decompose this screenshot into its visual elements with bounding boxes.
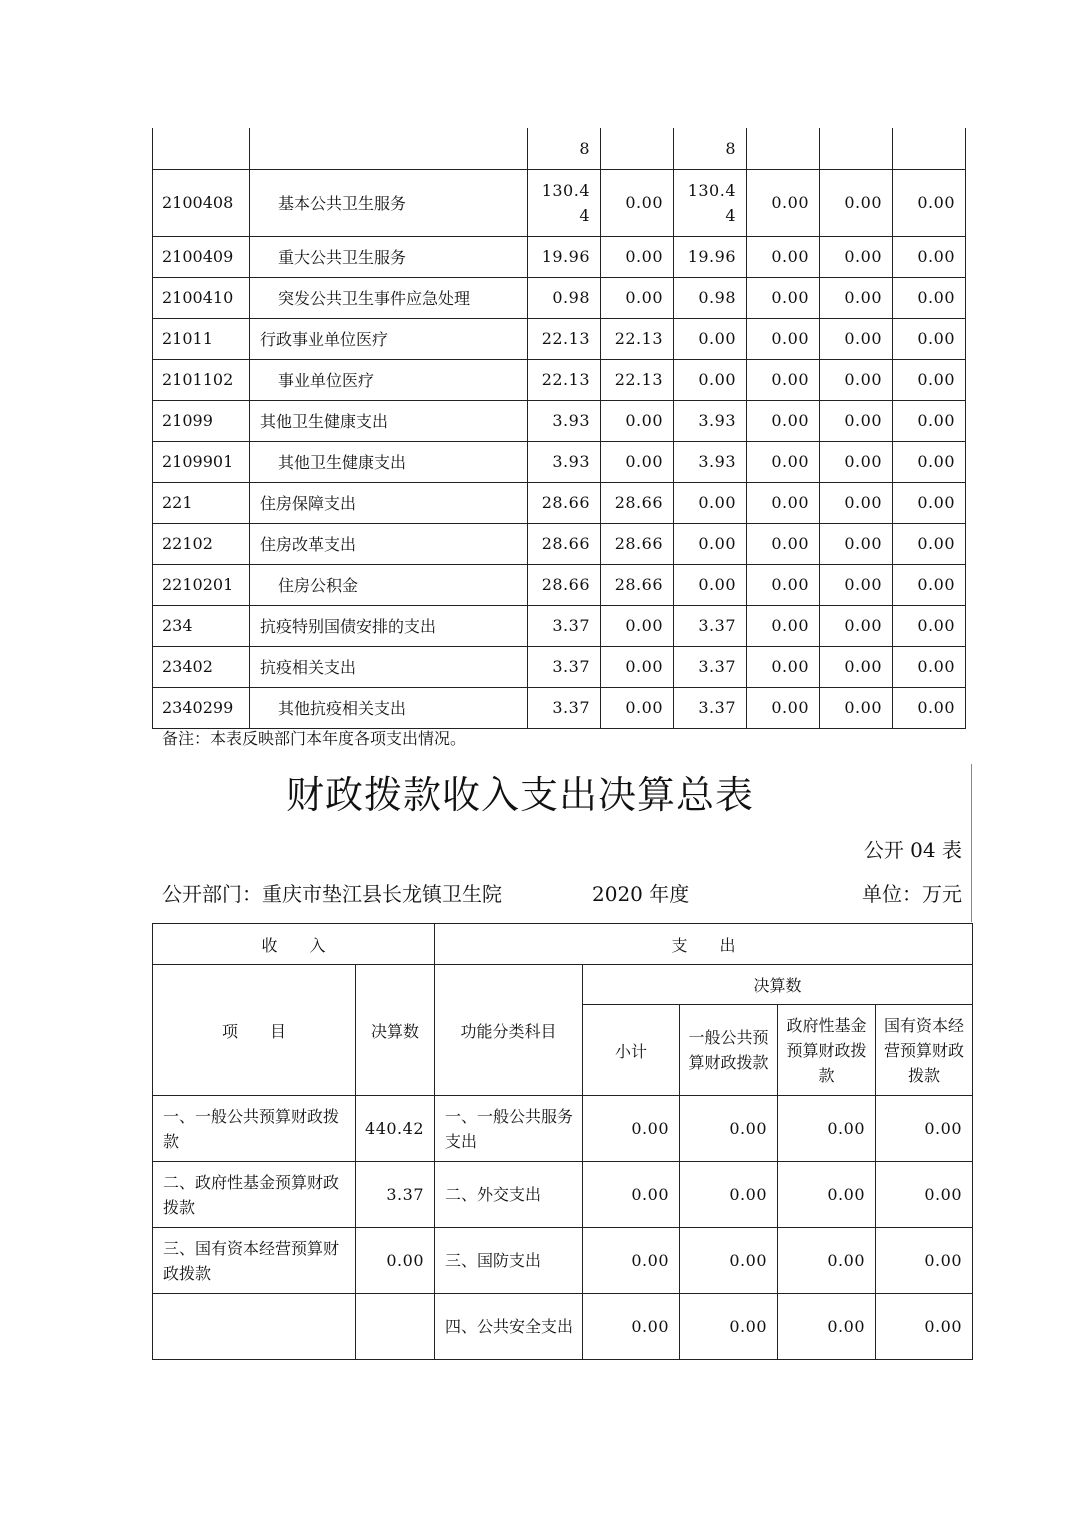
c6-cell: 0.00 <box>893 646 966 687</box>
code-cell: 234 <box>153 605 250 646</box>
c6-cell: 0.00 <box>893 564 966 605</box>
code-cell: 2109901 <box>153 441 250 482</box>
c5-cell: 0.00 <box>820 523 893 564</box>
basic-cell: 28.66 <box>601 482 674 523</box>
c4-cell: 0.00 <box>747 523 820 564</box>
general-budget-cell: 0.00 <box>680 1096 778 1162</box>
c4-cell: 0.00 <box>747 646 820 687</box>
c5-cell: 0.00 <box>820 236 893 277</box>
code-cell: 2210201 <box>153 564 250 605</box>
c4-cell: 0.00 <box>747 359 820 400</box>
name-cell: 住房保障支出 <box>250 482 528 523</box>
c4-cell: 0.00 <box>747 441 820 482</box>
project-cell: 3.93 <box>674 400 747 441</box>
project-cell: 3.37 <box>674 605 747 646</box>
general-budget-header: 一般公共预算财政拨款 <box>680 1005 778 1096</box>
total-cell: 3.37 <box>528 646 601 687</box>
c6-cell: 0.00 <box>893 687 966 728</box>
amount-header: 决算数 <box>356 965 435 1096</box>
page-title: 财政拨款收入支出决算总表 <box>285 773 754 817</box>
c4-cell: 0.00 <box>747 564 820 605</box>
fiscal-summary-table <box>152 923 973 1360</box>
c5-cell: 0.00 <box>820 441 893 482</box>
basic-cell: 0.00 <box>601 687 674 728</box>
name-cell: 事业单位医疗 <box>250 359 528 400</box>
name-cell: 其他卫生健康支出 <box>250 441 528 482</box>
table-row <box>153 1228 973 1294</box>
name-cell: 行政事业单位医疗 <box>250 318 528 359</box>
table-row <box>153 169 966 236</box>
year-label: 2020 年度 <box>592 882 690 906</box>
c4-cell: 0.00 <box>747 687 820 728</box>
state-capital-cell: 0.00 <box>876 1096 973 1162</box>
c5-cell: 0.00 <box>820 646 893 687</box>
total-cell: 19.96 <box>528 236 601 277</box>
code-cell: 2340299 <box>153 687 250 728</box>
project-cell: 8 <box>674 128 747 169</box>
basic-cell: 22.13 <box>601 359 674 400</box>
total-cell: 3.93 <box>528 400 601 441</box>
c5-cell: 0.00 <box>820 564 893 605</box>
project-cell: 0.00 <box>674 318 747 359</box>
code-cell <box>153 128 250 169</box>
func-class-header: 功能分类科目 <box>435 965 583 1096</box>
basic-cell: 0.00 <box>601 605 674 646</box>
project-cell: 0.00 <box>674 523 747 564</box>
c5-cell <box>820 128 893 169</box>
name-cell: 抗疫特别国债安排的支出 <box>250 605 528 646</box>
state-capital-header: 国有资本经营预算财政拨款 <box>876 1005 973 1096</box>
state-capital-cell: 0.00 <box>876 1294 973 1360</box>
table-row <box>153 277 966 318</box>
gov-fund-header: 政府性基金预算财政拨款 <box>778 1005 876 1096</box>
subtotal-cell: 0.00 <box>583 1228 680 1294</box>
item-header: 项 目 <box>153 965 356 1096</box>
basic-cell <box>601 128 674 169</box>
basic-cell: 0.00 <box>601 277 674 318</box>
name-cell: 其他抗疫相关支出 <box>250 687 528 728</box>
code-cell: 2100410 <box>153 277 250 318</box>
name-cell: 其他卫生健康支出 <box>250 400 528 441</box>
table-row <box>153 236 966 277</box>
c6-cell: 0.00 <box>893 359 966 400</box>
header-row-2 <box>153 965 973 1005</box>
c4-cell: 0.00 <box>747 318 820 359</box>
basic-cell: 0.00 <box>601 646 674 687</box>
table-row <box>153 441 966 482</box>
c5-cell: 0.00 <box>820 687 893 728</box>
basic-cell: 28.66 <box>601 523 674 564</box>
table-row <box>153 687 966 728</box>
income-header: 收 入 <box>153 924 435 965</box>
c6-cell: 0.00 <box>893 318 966 359</box>
table-row <box>153 359 966 400</box>
basic-cell: 0.00 <box>601 236 674 277</box>
table-row <box>153 605 966 646</box>
gov-fund-cell: 0.00 <box>778 1228 876 1294</box>
c6-cell: 0.00 <box>893 523 966 564</box>
unit-label: 单位：万元 <box>862 882 962 906</box>
basic-cell: 28.66 <box>601 564 674 605</box>
general-budget-cell: 0.00 <box>680 1294 778 1360</box>
table-row <box>153 523 966 564</box>
total-cell: 3.37 <box>528 687 601 728</box>
c4-cell: 0.00 <box>747 605 820 646</box>
table-row <box>153 1096 973 1162</box>
subtotal-header: 小计 <box>583 1005 680 1096</box>
c6-cell: 0.00 <box>893 236 966 277</box>
subtotal-cell: 0.00 <box>583 1294 680 1360</box>
fiscal-rows <box>153 1096 973 1360</box>
table-row <box>153 318 966 359</box>
name-cell <box>250 128 528 169</box>
expense-header: 支 出 <box>435 924 973 965</box>
basic-cell: 0.00 <box>601 169 674 236</box>
table-number: 公开 04 表 <box>863 838 962 862</box>
total-cell: 0.98 <box>528 277 601 318</box>
project-cell: 3.37 <box>674 646 747 687</box>
table-row <box>153 564 966 605</box>
total-cell: 22.13 <box>528 359 601 400</box>
project-cell: 0.00 <box>674 482 747 523</box>
code-cell: 221 <box>153 482 250 523</box>
table-row <box>153 482 966 523</box>
table-row <box>153 1294 973 1360</box>
general-budget-cell: 0.00 <box>680 1162 778 1228</box>
subtotal-cell: 0.00 <box>583 1096 680 1162</box>
name-cell: 住房公积金 <box>250 564 528 605</box>
c5-cell: 0.00 <box>820 400 893 441</box>
table-row <box>153 1162 973 1228</box>
name-cell: 住房改革支出 <box>250 523 528 564</box>
c5-cell: 0.00 <box>820 359 893 400</box>
c6-cell: 0.00 <box>893 605 966 646</box>
income-amount-cell: 440.42 <box>356 1096 435 1162</box>
project-cell: 0.00 <box>674 564 747 605</box>
func-class-cell: 二、外交支出 <box>435 1162 583 1228</box>
code-cell: 21011 <box>153 318 250 359</box>
income-item-cell: 一、一般公共预算财政拨款 <box>153 1096 356 1162</box>
func-class-cell: 三、国防支出 <box>435 1228 583 1294</box>
c4-cell <box>747 128 820 169</box>
income-item-cell <box>153 1294 356 1360</box>
total-cell: 8 <box>528 128 601 169</box>
c6-cell: 0.00 <box>893 277 966 318</box>
total-cell: 130.44 <box>528 169 601 236</box>
subtotal-cell: 0.00 <box>583 1162 680 1228</box>
header-row-1 <box>153 924 973 965</box>
code-cell: 21099 <box>153 400 250 441</box>
code-cell: 2100409 <box>153 236 250 277</box>
general-budget-cell: 0.00 <box>680 1228 778 1294</box>
func-class-cell: 一、一般公共服务支出 <box>435 1096 583 1162</box>
total-cell: 28.66 <box>528 523 601 564</box>
c6-cell: 0.00 <box>893 441 966 482</box>
state-capital-cell: 0.00 <box>876 1228 973 1294</box>
c4-cell: 0.00 <box>747 169 820 236</box>
c6-cell: 0.00 <box>893 482 966 523</box>
c5-cell: 0.00 <box>820 318 893 359</box>
name-cell: 重大公共卫生服务 <box>250 236 528 277</box>
table-row <box>153 646 966 687</box>
income-item-cell: 三、国有资本经营预算财政拨款 <box>153 1228 356 1294</box>
total-cell: 28.66 <box>528 482 601 523</box>
project-cell: 19.96 <box>674 236 747 277</box>
c6-cell: 0.00 <box>893 400 966 441</box>
basic-cell: 22.13 <box>601 318 674 359</box>
project-cell: 0.98 <box>674 277 747 318</box>
c6-cell: 0.00 <box>893 169 966 236</box>
name-cell: 突发公共卫生事件应急处理 <box>250 277 528 318</box>
income-amount-cell: 3.37 <box>356 1162 435 1228</box>
c4-cell: 0.00 <box>747 277 820 318</box>
total-cell: 28.66 <box>528 564 601 605</box>
table-row-continued <box>153 128 966 169</box>
code-cell: 22102 <box>153 523 250 564</box>
table-note: 备注：本表反映部门本年度各项支出情况。 <box>162 729 467 748</box>
c5-cell: 0.00 <box>820 169 893 236</box>
budget-count-header: 决算数 <box>583 965 973 1005</box>
c6-cell <box>893 128 966 169</box>
income-amount-cell <box>356 1294 435 1360</box>
table-row <box>153 400 966 441</box>
c4-cell: 0.00 <box>747 236 820 277</box>
c4-cell: 0.00 <box>747 482 820 523</box>
project-cell: 3.37 <box>674 687 747 728</box>
income-item-cell: 二、政府性基金预算财政拨款 <box>153 1162 356 1228</box>
project-cell: 130.44 <box>674 169 747 236</box>
code-cell: 23402 <box>153 646 250 687</box>
c5-cell: 0.00 <box>820 482 893 523</box>
gov-fund-cell: 0.00 <box>778 1096 876 1162</box>
name-cell: 抗疫相关支出 <box>250 646 528 687</box>
code-cell: 2100408 <box>153 169 250 236</box>
total-cell: 3.93 <box>528 441 601 482</box>
state-capital-cell: 0.00 <box>876 1162 973 1228</box>
c5-cell: 0.00 <box>820 605 893 646</box>
department-label: 公开部门：重庆市垫江县长龙镇卫生院 <box>162 882 502 906</box>
name-cell: 基本公共卫生服务 <box>250 169 528 236</box>
code-cell: 2101102 <box>153 359 250 400</box>
expenditure-table <box>152 128 966 729</box>
c5-cell: 0.00 <box>820 277 893 318</box>
project-cell: 3.93 <box>674 441 747 482</box>
expenditure-rows <box>153 169 966 728</box>
basic-cell: 0.00 <box>601 400 674 441</box>
gov-fund-cell: 0.00 <box>778 1294 876 1360</box>
gov-fund-cell: 0.00 <box>778 1162 876 1228</box>
total-cell: 3.37 <box>528 605 601 646</box>
total-cell: 22.13 <box>528 318 601 359</box>
basic-cell: 0.00 <box>601 441 674 482</box>
project-cell: 0.00 <box>674 359 747 400</box>
func-class-cell: 四、公共安全支出 <box>435 1294 583 1360</box>
income-amount-cell: 0.00 <box>356 1228 435 1294</box>
c4-cell: 0.00 <box>747 400 820 441</box>
